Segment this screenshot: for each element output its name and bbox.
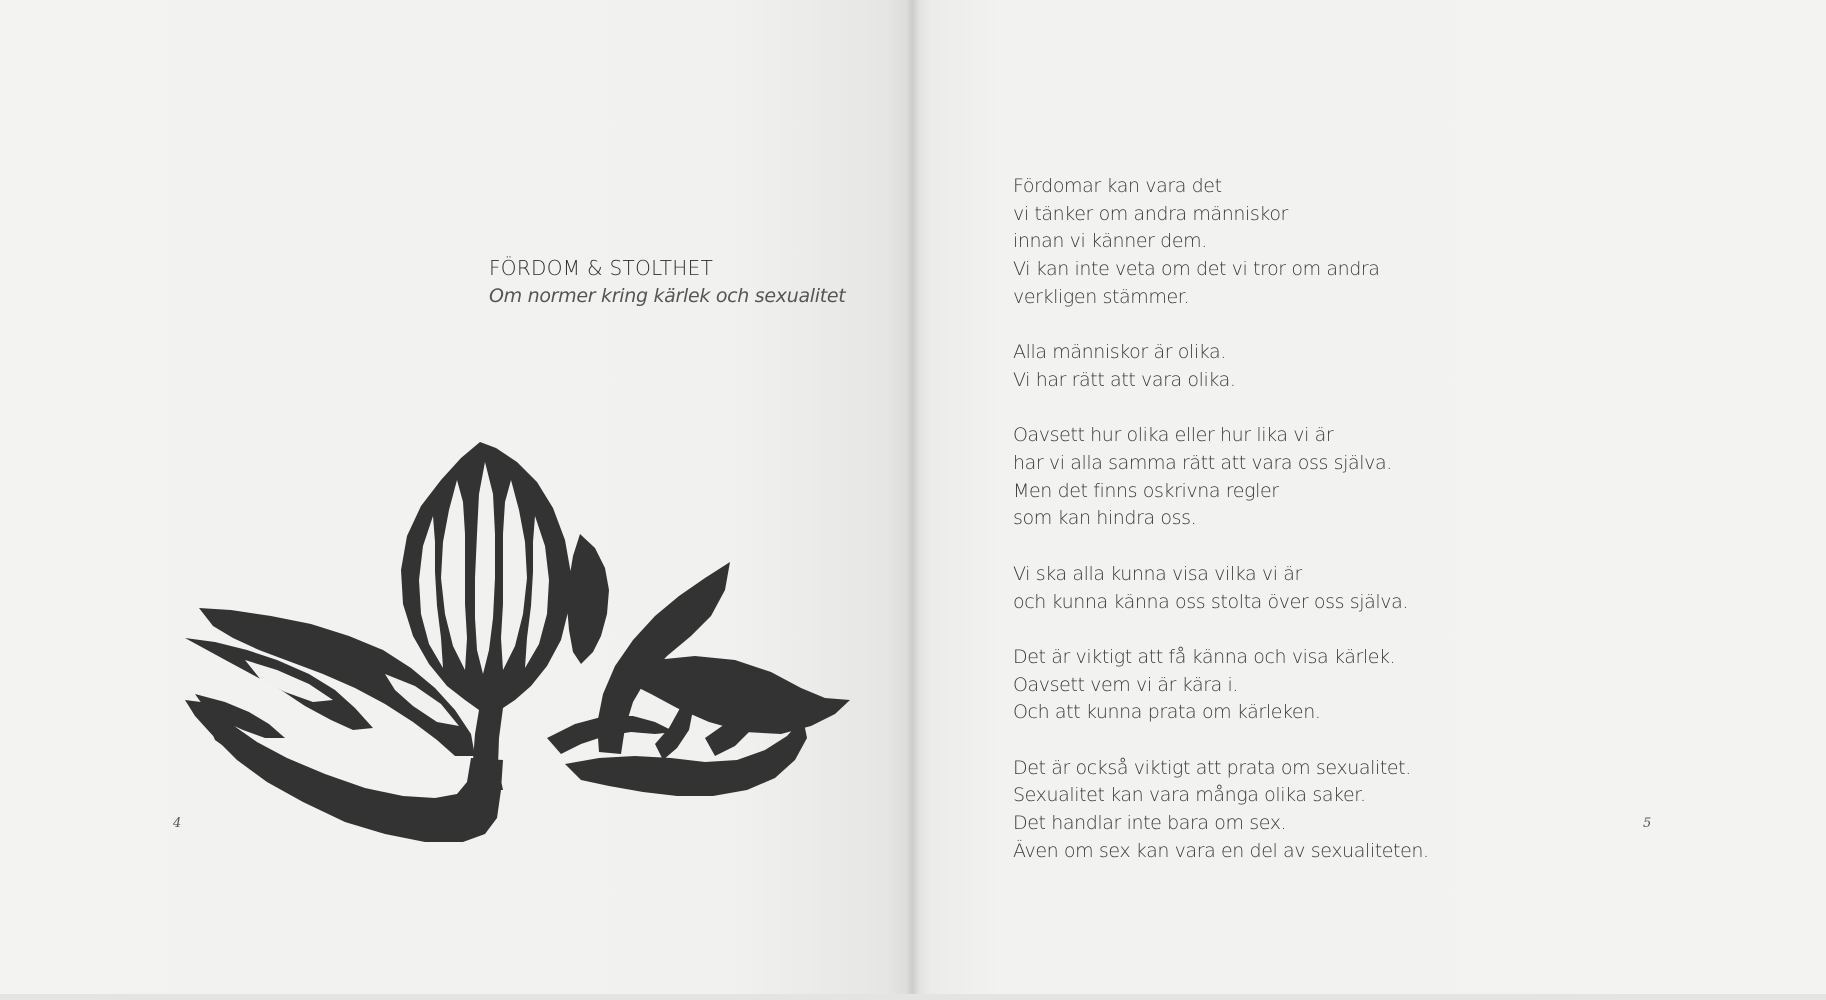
book-gutter bbox=[906, 0, 920, 1000]
text-line: vi tänker om andra människor bbox=[1013, 202, 1288, 225]
text-line: Vi har rätt att vara olika. bbox=[1013, 368, 1236, 391]
text-line: Men det finns oskrivna regler bbox=[1013, 479, 1279, 502]
body-text bbox=[1013, 173, 1573, 893]
paper-cut-flower-icon bbox=[185, 438, 850, 843]
page-number-left: 4 bbox=[173, 816, 182, 831]
text-line: Det är också viktigt att prata om sexualitet. bbox=[1013, 756, 1411, 779]
text-line: har vi alla samma rätt att vara oss själva. bbox=[1013, 452, 1392, 474]
page-number-right: 5 bbox=[1643, 816, 1652, 831]
page-title: FÖRDOM & STOLTHET bbox=[489, 256, 714, 280]
text-line: Alla människor är olika. bbox=[1013, 341, 1226, 364]
page-subtitle: Om normer kring kärlek och sexualitet bbox=[489, 285, 846, 307]
text-line: Fördomar kan vara det bbox=[1013, 175, 1222, 197]
text-line: Det är viktigt att få känna och visa kärlek. bbox=[1013, 645, 1396, 668]
stanza-4 bbox=[1013, 561, 1573, 616]
page-bottom-edge bbox=[0, 994, 1826, 1000]
text-line: innan vi känner dem. bbox=[1013, 230, 1207, 253]
text-line: Sexualitet kan vara många olika saker. bbox=[1013, 784, 1366, 807]
flower-silhouette bbox=[185, 442, 850, 842]
text-line: Även om sex kan vara en del av sexualiteten. bbox=[1013, 839, 1429, 862]
text-line: Oavsett vem vi är kära i. bbox=[1013, 673, 1239, 696]
text-line: Det handlar inte bara om sex. bbox=[1013, 812, 1287, 835]
stanza-6 bbox=[1013, 755, 1573, 866]
text-line: och kunna känna oss stolta över oss själva. bbox=[1013, 590, 1409, 613]
text-line: Oavsett hur olika eller hur lika vi är bbox=[1013, 424, 1334, 447]
text-line: verkligen stämmer. bbox=[1013, 285, 1190, 308]
text-line: Och att kunna prata om kärleken. bbox=[1013, 701, 1321, 724]
text-line: som kan hindra oss. bbox=[1013, 507, 1197, 530]
text-line: Vi kan inte veta om det vi tror om andra bbox=[1013, 258, 1380, 281]
stanza-2 bbox=[1013, 339, 1573, 394]
stanza-5 bbox=[1013, 644, 1573, 727]
stanza-1 bbox=[1013, 173, 1573, 312]
stanza-3 bbox=[1013, 422, 1573, 533]
text-line: Vi ska alla kunna visa vilka vi är bbox=[1013, 562, 1302, 585]
